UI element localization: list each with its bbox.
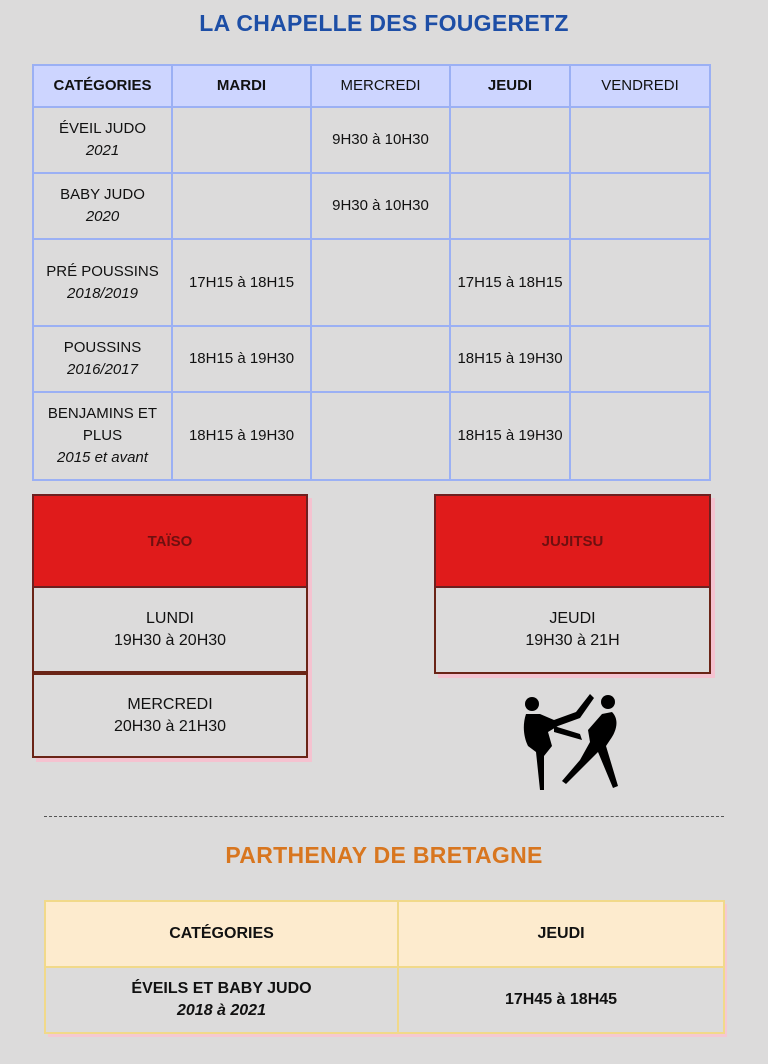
- schedule-header-row: [33, 65, 710, 107]
- jeudi-cell: [450, 107, 570, 173]
- section-title-parthenay: PARTHENAY DE BRETAGNE: [225, 842, 543, 868]
- table-row: [33, 173, 710, 239]
- mardi-cell: 18H15 à 19H30: [172, 326, 311, 392]
- martial-arts-kick-icon: [518, 686, 628, 796]
- category-name: PRÉ POUSSINS: [46, 262, 159, 280]
- taiso-session: [32, 673, 308, 758]
- header-categories: CATÉGORIES: [45, 901, 398, 967]
- parthenay-table: [44, 900, 723, 1033]
- category-cell: [45, 967, 398, 1033]
- jeudi-cell: [450, 173, 570, 239]
- category-name: BENJAMINS ET PLUS: [47, 405, 158, 444]
- category-year: 2020: [85, 208, 120, 225]
- jujitsu-title: JUJITSU: [434, 494, 711, 588]
- jeudi-cell: 17H45 à 18H45: [398, 967, 724, 1033]
- category-year: 2018/2019: [67, 284, 138, 302]
- header-categories: CATÉGORIES: [33, 65, 172, 107]
- jeudi-cell: 17H15 à 18H15: [450, 239, 570, 326]
- table-row: [33, 392, 710, 480]
- mercredi-cell: [311, 326, 450, 392]
- parthenay-header-row: [45, 901, 724, 967]
- table-row: [33, 107, 710, 173]
- mardi-cell: [172, 107, 311, 173]
- vendredi-cell: [570, 392, 710, 480]
- taiso-title: TAÏSO: [32, 494, 308, 588]
- header-vendredi: VENDREDI: [570, 65, 710, 107]
- mercredi-cell: 9H30 à 10H30: [311, 107, 450, 173]
- header-mardi: MARDI: [172, 65, 311, 107]
- jujitsu-box: [434, 494, 711, 674]
- category-cell: [33, 173, 172, 239]
- page-title: LA CHAPELLE DES FOUGERETZ: [199, 10, 569, 36]
- table-row: [45, 967, 724, 1033]
- taiso-session: [32, 588, 308, 673]
- mardi-cell: 18H15 à 19H30: [172, 392, 311, 480]
- table-row: [33, 239, 710, 326]
- session-day: LUNDI: [145, 609, 194, 627]
- category-name: ÉVEIL JUDO: [59, 120, 146, 137]
- mercredi-cell: 9H30 à 10H30: [311, 173, 450, 239]
- jeudi-cell: 18H15 à 19H30: [450, 326, 570, 392]
- mardi-cell: [172, 173, 311, 239]
- mardi-cell: 17H15 à 18H15: [172, 239, 311, 326]
- header-jeudi: JEUDI: [398, 901, 724, 967]
- category-name: ÉVEILS ET BABY JUDO: [131, 980, 312, 997]
- jeudi-cell: 18H15 à 19H30: [450, 392, 570, 480]
- category-cell: [33, 239, 172, 326]
- section-divider: [44, 816, 724, 817]
- session-day: MERCREDI: [127, 695, 213, 713]
- category-name: POUSSINS: [63, 339, 142, 356]
- category-year: 2016/2017: [67, 361, 138, 378]
- session-time: 20H30 à 21H30: [113, 717, 227, 735]
- mercredi-cell: [311, 239, 450, 326]
- category-cell: [33, 107, 172, 173]
- category-cell: [33, 326, 172, 392]
- category-name: BABY JUDO: [60, 186, 145, 203]
- category-cell: [33, 392, 172, 480]
- table-row: [33, 326, 710, 392]
- vendredi-cell: [570, 173, 710, 239]
- header-mercredi: MERCREDI: [311, 65, 450, 107]
- vendredi-cell: [570, 107, 710, 173]
- session-time: 19H30 à 21H: [525, 632, 620, 649]
- session-day: JEUDI: [549, 610, 596, 627]
- category-year: 2018 à 2021: [177, 1002, 266, 1019]
- category-year: 2015 et avant: [57, 449, 148, 466]
- vendredi-cell: [570, 239, 710, 326]
- jujitsu-session: [434, 588, 711, 674]
- category-year: 2021: [85, 142, 120, 159]
- mercredi-cell: [311, 392, 450, 480]
- header-jeudi: JEUDI: [450, 65, 570, 107]
- vendredi-cell: [570, 326, 710, 392]
- schedule-table: [32, 64, 711, 481]
- session-time: 19H30 à 20H30: [113, 631, 227, 649]
- taiso-box: [32, 494, 308, 758]
